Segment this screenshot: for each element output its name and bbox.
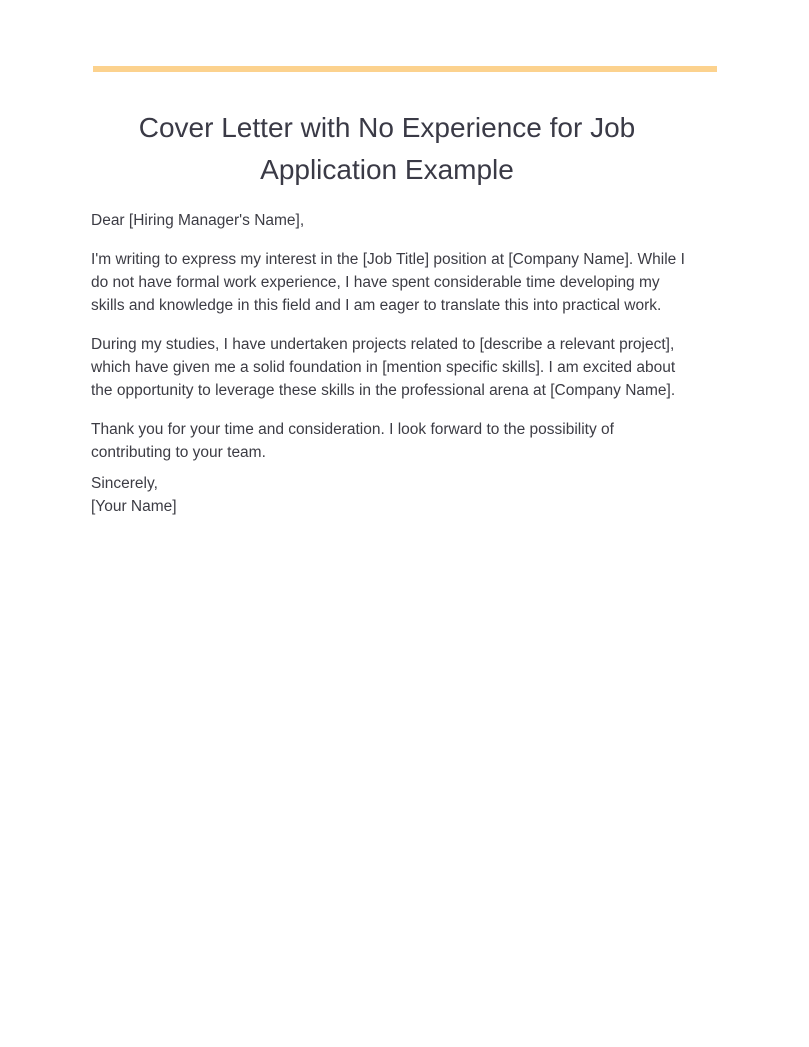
paragraph-thanks: Thank you for your time and consideration. I look forward to the possibility of contributing to your team. bbox=[91, 421, 614, 461]
salutation: Dear [Hiring Manager's Name], bbox=[91, 212, 305, 229]
paragraph-studies: During my studies, I have undertaken projects related to [describe a relevant project], which have given me a solid foundation in [mention specific skills]. I am excited about the opportunity to leverage these skills in the professional arena at [Company Name]. bbox=[91, 336, 676, 399]
closing: Sincerely, bbox=[91, 475, 158, 492]
page-title: Cover Letter with No Experience for Job Application Example bbox=[138, 112, 636, 185]
paragraph-intro: I'm writing to express my interest in the [Job Title] position at [Company Name]. While I do not have formal work experience, I have spent considerable time developing my skills and knowledge in this field and I am eager to translate this into practical work. bbox=[91, 251, 685, 314]
accent-bar bbox=[93, 66, 717, 72]
letter-body bbox=[91, 209, 691, 518]
closing-block bbox=[91, 472, 691, 518]
signature: [Your Name] bbox=[91, 498, 177, 515]
